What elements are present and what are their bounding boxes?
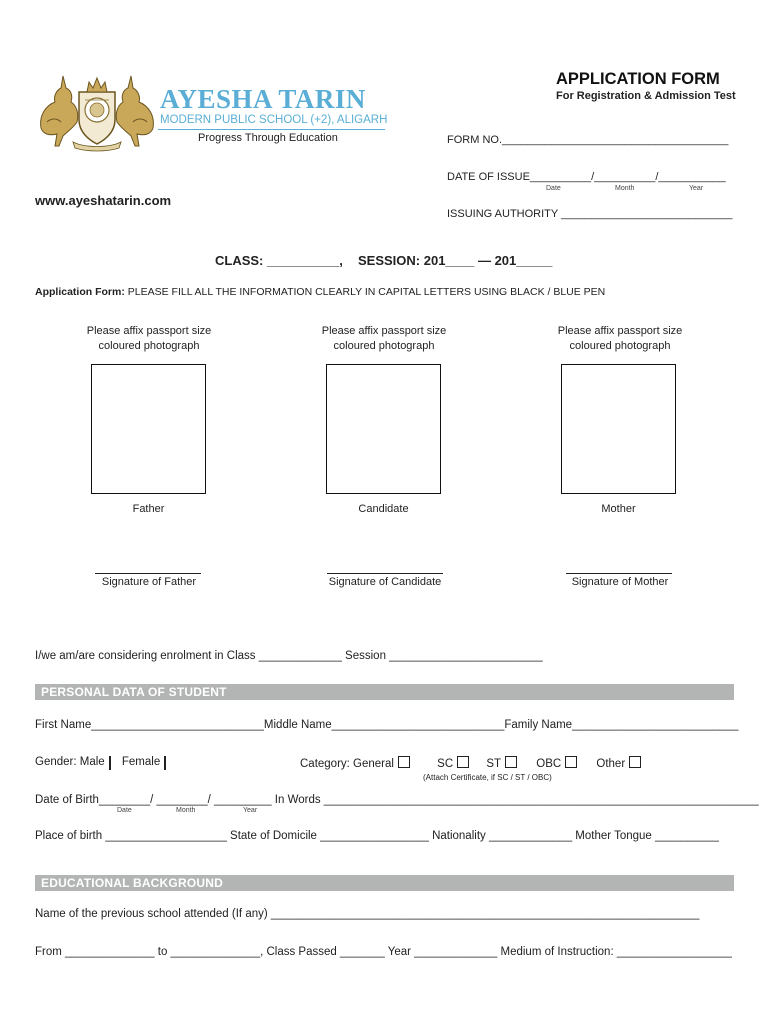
- category-general-label: Category: General: [300, 758, 394, 770]
- signature-line-mother[interactable]: [566, 573, 672, 574]
- instruction-label: Application Form:: [35, 286, 125, 298]
- photo-caption-mother: Mother: [601, 503, 636, 515]
- place-of-birth-line[interactable]: Place of birth ___________________ State of Domicile _________________ Nationality _____________ Mother Tongue __________: [35, 830, 719, 842]
- gender-male-checkbox[interactable]: [109, 756, 111, 770]
- gender-male-label: Gender: Male: [35, 756, 105, 768]
- date-of-issue-field[interactable]: DATE OF ISSUE__________/__________/___________: [447, 171, 726, 183]
- photo-caption-father: Father: [132, 503, 165, 515]
- form-title: APPLICATION FORM: [556, 70, 720, 88]
- photo-note-line1: Please affix passport size: [557, 325, 683, 337]
- date-of-issue-date-label: Date: [546, 185, 561, 192]
- photo-note-line2: coloured photograph: [333, 340, 435, 352]
- photo-box-candidate[interactable]: [326, 364, 441, 494]
- signature-label-father: Signature of Father: [101, 576, 197, 588]
- personal-data-heading: PERSONAL DATA OF STUDENT: [35, 684, 734, 700]
- form-no-field[interactable]: FORM NO._____________________________________: [447, 134, 729, 146]
- attach-certificate-note: (Attach Certificate, if SC / ST / OBC): [423, 773, 552, 782]
- session-field[interactable]: SESSION: 201____ — 201_____: [358, 253, 553, 268]
- photo-caption-candidate: Candidate: [358, 503, 409, 515]
- school-divider: [158, 129, 385, 130]
- dob-year-label: Year: [243, 807, 258, 814]
- education-heading: EDUCATIONAL BACKGROUND: [35, 875, 734, 891]
- category-st-label: ST: [486, 758, 502, 770]
- dob-date-label: Date: [117, 807, 132, 814]
- photo-note-mother: [545, 324, 695, 354]
- photo-note-father: [74, 324, 224, 354]
- school-subtitle: MODERN PUBLIC SCHOOL (+2), ALIGARH: [160, 114, 388, 126]
- date-of-birth-line[interactable]: Date of Birth________/ ________/ _________ In Words ____________________________________________________________________: [35, 794, 759, 806]
- school-crest: [33, 70, 161, 152]
- photo-note-line1: Please affix passport size: [321, 325, 447, 337]
- crest-icon: [33, 70, 161, 152]
- signature-label-mother: Signature of Mother: [571, 576, 669, 588]
- school-name: AYESHA TARIN: [160, 84, 366, 114]
- form-subtitle: For Registration & Admission Test: [556, 90, 736, 102]
- category-general-checkbox[interactable]: [398, 756, 410, 768]
- category-obc-checkbox[interactable]: [565, 756, 577, 768]
- instruction-line: [35, 286, 605, 298]
- photo-box-father[interactable]: [91, 364, 206, 494]
- education-from-line[interactable]: From ______________ to ______________, Class Passed _______ Year _____________ Medium of Instruction: __________________: [35, 946, 732, 958]
- photo-note-candidate: [309, 324, 459, 354]
- class-field[interactable]: CLASS: __________,: [215, 253, 343, 268]
- category-other-label: Other: [596, 758, 626, 770]
- category-group: [300, 756, 641, 770]
- gender-group: [35, 756, 166, 769]
- category-sc-label: SC: [437, 758, 454, 770]
- category-sc-checkbox[interactable]: [457, 756, 469, 768]
- dob-month-label: Month: [176, 807, 196, 814]
- category-st-checkbox[interactable]: [505, 756, 517, 768]
- gender-female-checkbox[interactable]: [164, 756, 166, 770]
- category-obc-label: OBC: [536, 758, 562, 770]
- photo-box-mother[interactable]: [561, 364, 676, 494]
- signature-line-candidate[interactable]: [327, 573, 443, 574]
- school-website[interactable]: www.ayeshatarin.com: [35, 193, 172, 208]
- gender-female-label: Female: [121, 756, 161, 768]
- category-other-checkbox[interactable]: [629, 756, 641, 768]
- name-fields-line[interactable]: First Name___________________________Middle Name___________________________Family Name__________________________: [35, 719, 739, 731]
- date-of-issue-year-label: Year: [689, 185, 704, 192]
- issuing-authority-field[interactable]: ISSUING AUTHORITY ____________________________: [447, 208, 733, 220]
- date-of-issue-month-label: Month: [615, 185, 635, 192]
- signature-line-father[interactable]: [95, 573, 201, 574]
- signature-label-candidate: Signature of Candidate: [328, 576, 442, 588]
- photo-note-line2: coloured photograph: [98, 340, 200, 352]
- school-motto: Progress Through Education: [198, 132, 338, 144]
- instruction-text: PLEASE FILL ALL THE INFORMATION CLEARLY IN CAPITAL LETTERS USING BLACK / BLUE PEN: [124, 286, 606, 298]
- photo-note-line1: Please affix passport size: [86, 325, 212, 337]
- photo-note-line2: coloured photograph: [569, 340, 671, 352]
- previous-school-line[interactable]: Name of the previous school attended (If any) ___________________________________________________________________: [35, 908, 700, 920]
- enrolment-line[interactable]: I/we am/are considering enrolment in Class _____________ Session ________________________: [35, 650, 543, 662]
